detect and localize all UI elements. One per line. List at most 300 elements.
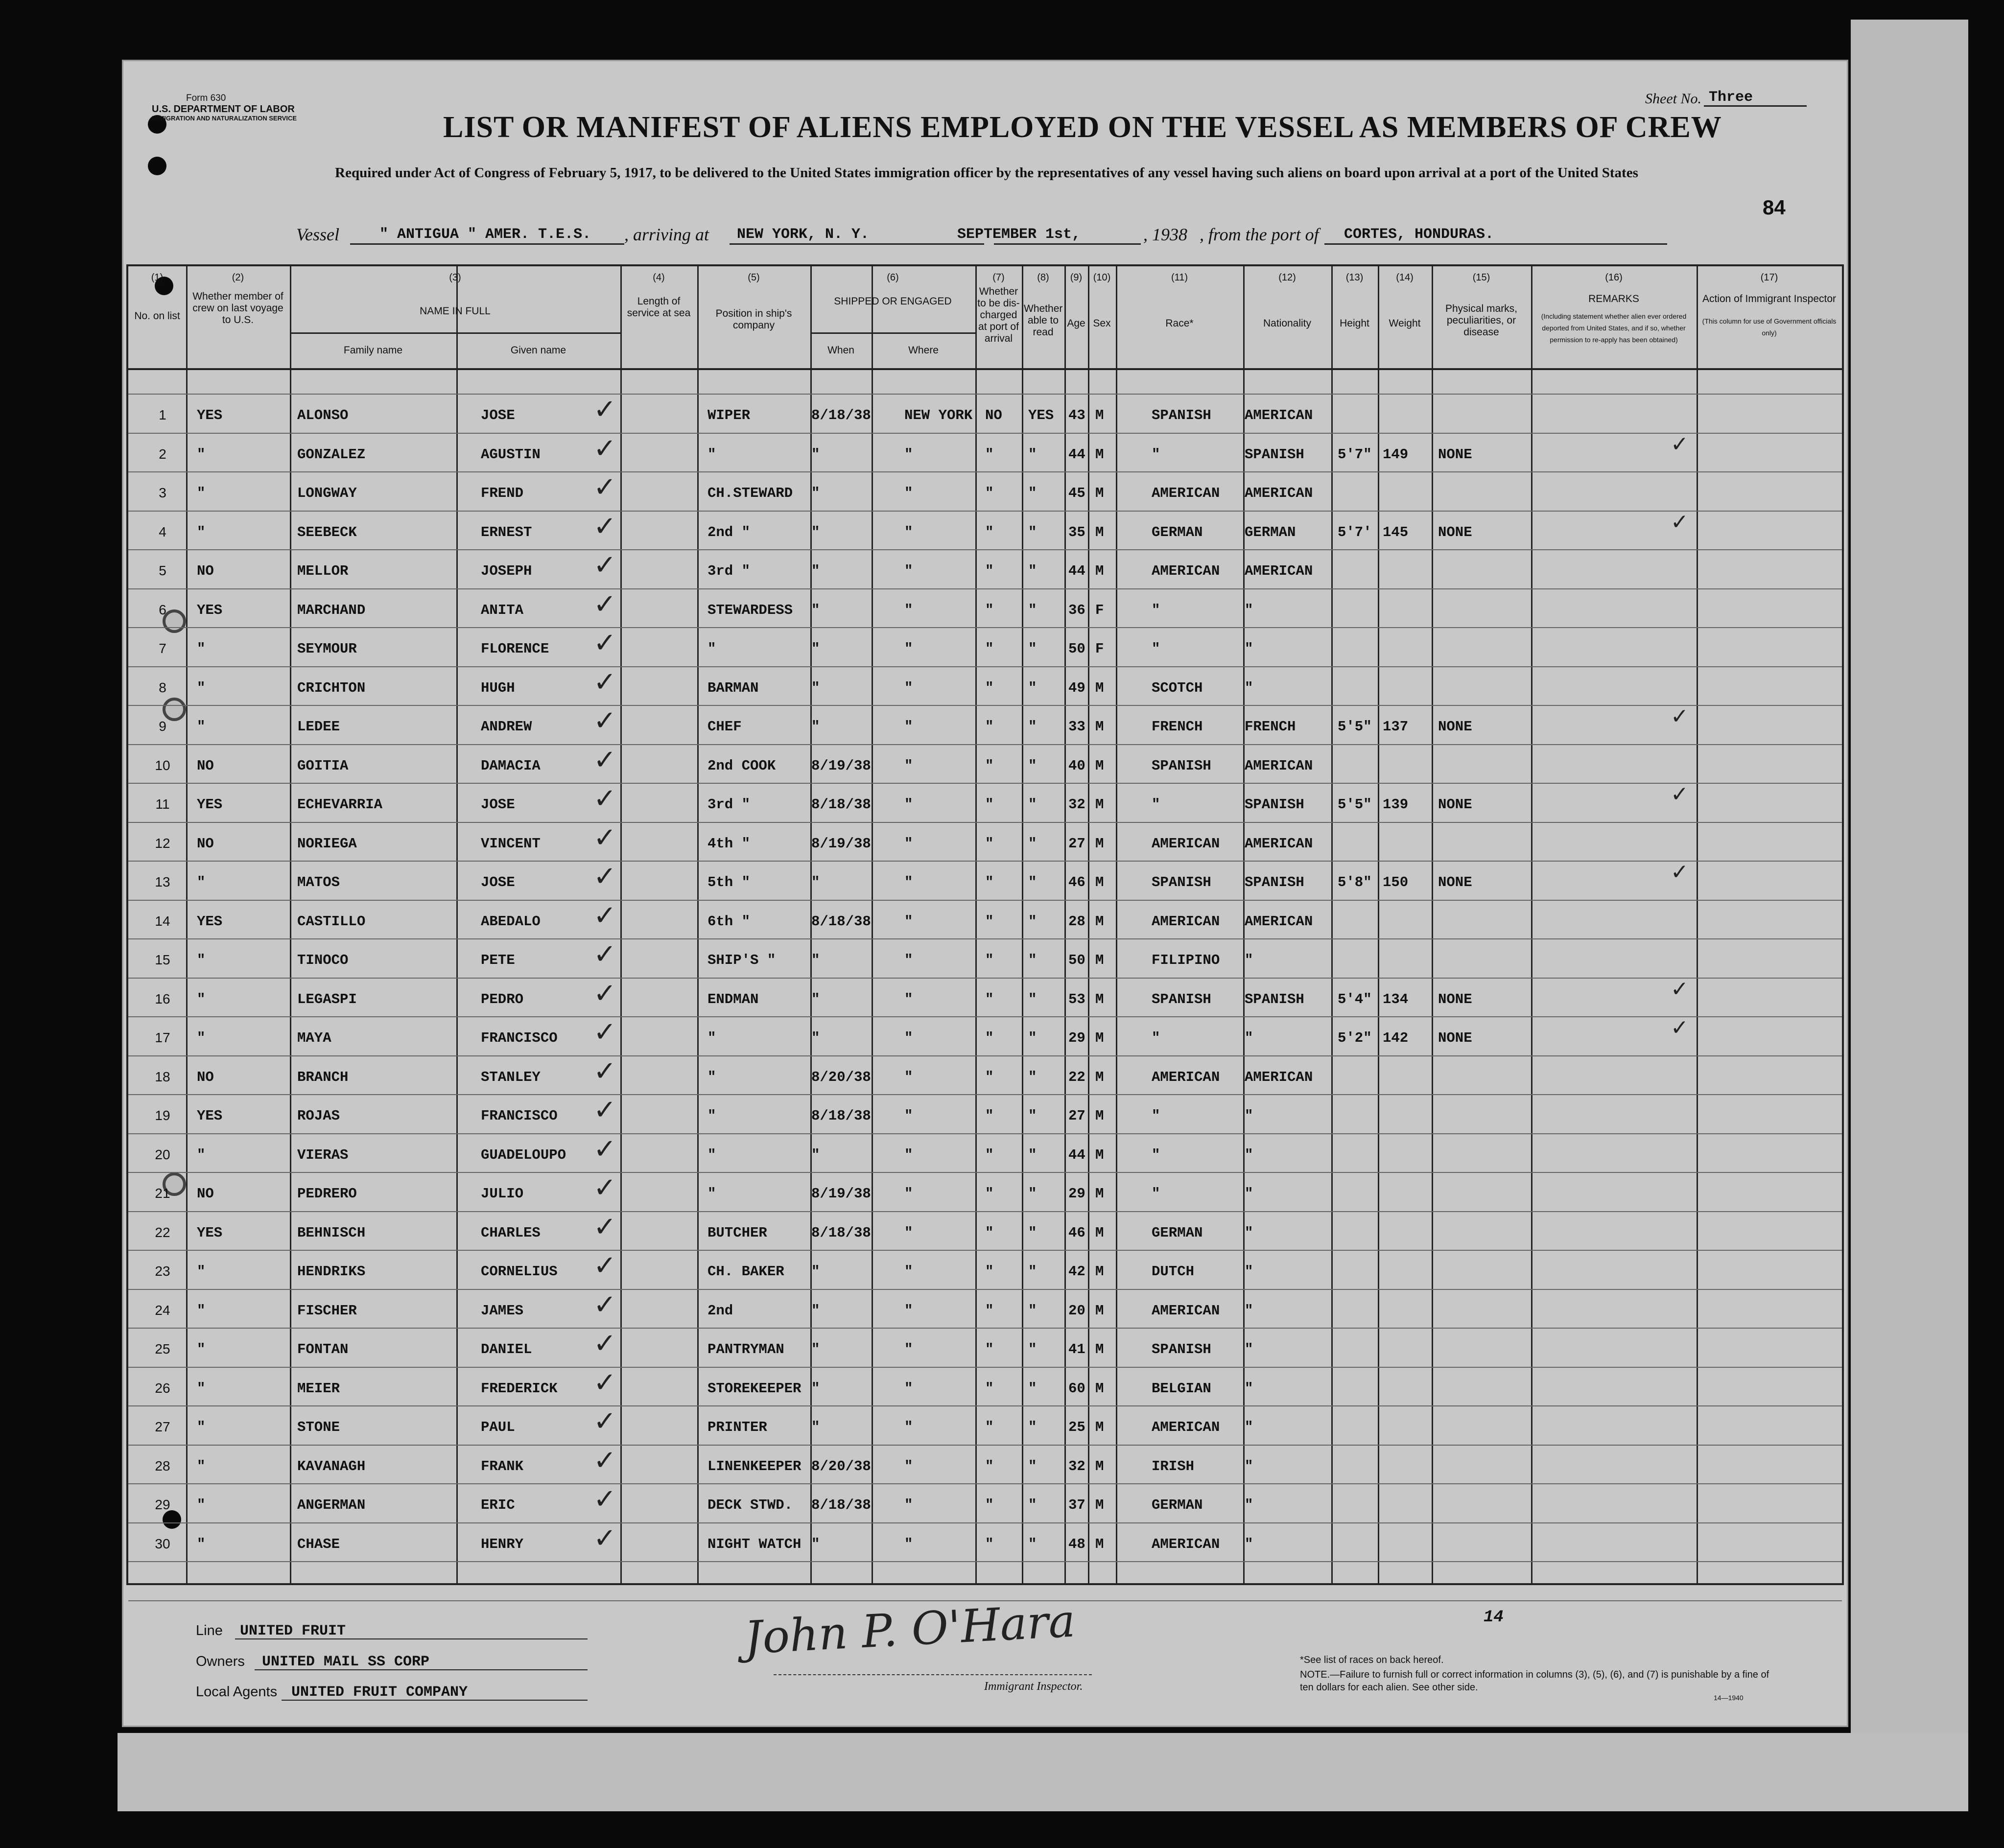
cell-age: 41 xyxy=(1068,1341,1085,1357)
column-header: REMARKS xyxy=(1588,293,1639,304)
cell-where: " xyxy=(904,485,913,501)
cell-given: CORNELIUS xyxy=(481,1263,558,1280)
cell-age: 28 xyxy=(1068,913,1085,930)
cell-no: 11 xyxy=(155,796,170,812)
cell-read: " xyxy=(1028,1108,1037,1124)
check-mark-icon: ✓ xyxy=(593,1133,616,1165)
table-row xyxy=(128,1172,1842,1205)
column-number: (10) xyxy=(1093,272,1111,283)
remarks-tick-icon: ✓ xyxy=(1671,431,1689,457)
remarks-tick-icon: ✓ xyxy=(1671,860,1689,885)
cell-disch: " xyxy=(985,1380,994,1397)
table-row xyxy=(128,1094,1842,1127)
cell-when: 8/18/38 xyxy=(811,913,871,930)
cell-where: " xyxy=(904,1341,913,1357)
cell-given: FLORENCE xyxy=(481,641,549,657)
cell-race: AMERICAN xyxy=(1152,1069,1220,1085)
cell-read: " xyxy=(1028,446,1037,463)
column-header: Sex xyxy=(1093,318,1111,329)
table-row xyxy=(128,821,1842,855)
where-header: Where xyxy=(908,345,939,356)
arrival-year: , 1938 xyxy=(1143,225,1187,244)
cell-height: 5'8" xyxy=(1338,874,1372,890)
cell-where: " xyxy=(904,719,913,735)
cell-read: " xyxy=(1028,1497,1037,1513)
cell-family: ALONSO xyxy=(297,407,349,423)
cell-given: JOSE xyxy=(481,407,515,423)
cell-nat: SPANISH xyxy=(1245,874,1304,890)
cell-when: " xyxy=(811,1536,820,1552)
cell-position: STOREKEEPER xyxy=(707,1380,802,1397)
table-row xyxy=(128,1405,1842,1439)
cell-last: NO xyxy=(197,757,214,774)
cell-no: 22 xyxy=(155,1224,170,1240)
column-number: (11) xyxy=(1171,272,1188,283)
cell-last: NO xyxy=(197,563,214,579)
cell-family: ANGERMAN xyxy=(297,1497,366,1513)
cell-age: 48 xyxy=(1068,1536,1085,1552)
cell-position: DECK STWD. xyxy=(707,1497,793,1513)
cell-position: " xyxy=(707,1069,716,1085)
from-port-underline xyxy=(1324,243,1667,245)
row-rule xyxy=(128,1522,1842,1523)
cell-race: AMERICAN xyxy=(1152,1302,1220,1319)
cell-no: 2 xyxy=(159,446,166,462)
cell-age: 37 xyxy=(1068,1497,1085,1513)
cell-no: 3 xyxy=(159,485,166,500)
cell-given: ERNEST xyxy=(481,524,532,540)
cell-last: " xyxy=(197,485,206,501)
cell-position: NIGHT WATCH xyxy=(707,1536,802,1552)
cell-sex: F xyxy=(1095,641,1104,657)
cell-when: " xyxy=(811,874,820,890)
column-header: Nationality xyxy=(1263,318,1312,329)
cell-race: AMERICAN xyxy=(1152,913,1220,930)
cell-race: AMERICAN xyxy=(1152,835,1220,852)
cell-no: 5 xyxy=(159,563,166,578)
page-number: 84 xyxy=(1763,196,1786,219)
table-row xyxy=(128,1133,1842,1167)
cell-read: " xyxy=(1028,1419,1037,1435)
cell-disch: " xyxy=(985,563,994,579)
cell-when: " xyxy=(811,602,820,618)
cell-read: " xyxy=(1028,563,1037,579)
cell-position: " xyxy=(707,446,716,463)
cell-race: IRISH xyxy=(1152,1458,1195,1474)
cell-nat: FRENCH xyxy=(1245,719,1296,735)
cell-where: NEW YORK xyxy=(904,407,973,423)
cell-sex: M xyxy=(1095,1186,1104,1202)
column-number: (15) xyxy=(1472,272,1490,283)
row-rule xyxy=(128,900,1842,901)
cell-sex: M xyxy=(1095,991,1104,1007)
department-label: U.S. DEPARTMENT OF LABOR xyxy=(152,104,295,115)
cell-marks: NONE xyxy=(1438,1030,1472,1046)
cell-sex: M xyxy=(1095,874,1104,890)
row-rule xyxy=(128,1055,1842,1056)
cell-disch: " xyxy=(985,1419,994,1435)
arriving-label: , arriving at xyxy=(624,225,709,244)
cell-no: 27 xyxy=(155,1419,170,1434)
cell-sex: M xyxy=(1095,1069,1104,1085)
cell-read: " xyxy=(1028,1069,1037,1085)
cell-given: FRANCISCO xyxy=(481,1108,558,1124)
cell-position: 4th " xyxy=(707,835,751,852)
cell-given: PEDRO xyxy=(481,991,524,1007)
cell-read: " xyxy=(1028,719,1037,735)
cell-nat: " xyxy=(1245,1380,1253,1397)
cell-position: 2nd xyxy=(707,1302,733,1319)
cell-age: 25 xyxy=(1068,1419,1085,1435)
cell-position: STEWARDESS xyxy=(707,602,793,618)
cell-nat: SPANISH xyxy=(1245,446,1304,463)
service-label: IMMIGRATION AND NATURALIZATION SERVICE xyxy=(152,115,297,122)
cell-given: PETE xyxy=(481,952,515,968)
cell-family: FONTAN xyxy=(297,1341,349,1357)
cell-sex: M xyxy=(1095,485,1104,501)
cell-last: " xyxy=(197,719,206,735)
cell-race: " xyxy=(1152,1030,1160,1046)
column-number: (14) xyxy=(1396,272,1414,283)
cell-no: 12 xyxy=(155,835,170,851)
cell-no: 8 xyxy=(159,679,166,695)
table-row xyxy=(128,704,1842,738)
column-header: Whether able to read xyxy=(1024,303,1063,338)
cell-disch: " xyxy=(985,757,994,774)
cell-disch: " xyxy=(985,1497,994,1513)
cell-race: AMERICAN xyxy=(1152,1536,1220,1552)
table-row xyxy=(128,1015,1842,1050)
cell-last: YES xyxy=(197,796,223,813)
signature-underline xyxy=(774,1674,1092,1675)
cell-disch: " xyxy=(985,952,994,968)
form-code: 14—1940 xyxy=(1714,1694,1744,1702)
check-mark-icon: ✓ xyxy=(593,1250,616,1282)
cell-disch: " xyxy=(985,524,994,540)
cell-sex: F xyxy=(1095,602,1104,618)
column-header: Whether to be dis-charged at port of arrival xyxy=(977,286,1020,344)
cell-last: " xyxy=(197,641,206,657)
cell-when: 8/19/38 xyxy=(811,835,871,852)
cell-position: CHEF xyxy=(707,719,742,735)
cell-no: 4 xyxy=(159,524,166,539)
cell-family: LEGASPI xyxy=(297,991,357,1007)
table-row xyxy=(128,549,1842,583)
table-row xyxy=(128,1522,1842,1556)
cell-given: JOSE xyxy=(481,874,515,890)
check-mark-icon: ✓ xyxy=(593,1522,616,1554)
cell-family: STONE xyxy=(297,1419,340,1435)
cell-where: " xyxy=(904,524,913,540)
arrival-date: SEPTEMBER 1st, xyxy=(957,226,1081,243)
date-underline xyxy=(994,243,1141,245)
cell-nat: AMERICAN xyxy=(1245,913,1313,930)
cell-sex: M xyxy=(1095,1341,1104,1357)
cell-age: 50 xyxy=(1068,641,1085,657)
cell-where: " xyxy=(904,1458,913,1474)
cell-read: " xyxy=(1028,913,1037,930)
cell-where: " xyxy=(904,1186,913,1202)
cell-nat: AMERICAN xyxy=(1245,485,1313,501)
cell-sex: M xyxy=(1095,1497,1104,1513)
column-number: (8) xyxy=(1037,272,1049,283)
cell-last: NO xyxy=(197,1186,214,1202)
requirement-text: Required under Act of Congress of February 5, 1917, to be delivered to the United States immigration officer by the representatives of any vessel having such aliens on board upon arrival at a port of the United States xyxy=(335,165,1638,181)
cell-when: " xyxy=(811,524,820,540)
cell-age: 32 xyxy=(1068,1458,1085,1474)
cell-where: " xyxy=(904,952,913,968)
table-row xyxy=(128,1328,1842,1361)
cell-when: 8/18/38 xyxy=(811,1108,871,1124)
cell-sex: M xyxy=(1095,757,1104,774)
cell-when: 8/19/38 xyxy=(811,1186,871,1202)
cell-no: 10 xyxy=(155,757,170,773)
cell-last: " xyxy=(197,1458,206,1474)
row-rule xyxy=(128,1483,1842,1484)
cell-when: 8/20/38 xyxy=(811,1069,871,1085)
form-number: Form 630 xyxy=(186,93,226,103)
cell-given: VINCENT xyxy=(481,835,541,852)
underlying-sheet xyxy=(1851,20,1968,1782)
cell-nat: GERMAN xyxy=(1245,524,1296,540)
cell-position: ENDMAN xyxy=(707,991,759,1007)
cell-nat: " xyxy=(1245,679,1253,696)
cell-read: " xyxy=(1028,602,1037,618)
remarks-tick-icon: ✓ xyxy=(1671,1015,1689,1040)
cell-read: " xyxy=(1028,952,1037,968)
cell-sex: M xyxy=(1095,1263,1104,1280)
cell-disch: " xyxy=(985,679,994,696)
header-bottom-rule xyxy=(128,368,1842,370)
cell-given: JULIO xyxy=(481,1186,524,1202)
cell-read: " xyxy=(1028,485,1037,501)
cell-race: " xyxy=(1152,446,1160,463)
cell-age: 27 xyxy=(1068,1108,1085,1124)
cell-age: 46 xyxy=(1068,1224,1085,1241)
cell-age: 36 xyxy=(1068,602,1085,618)
cell-age: 35 xyxy=(1068,524,1085,540)
remarks-tick-icon: ✓ xyxy=(1671,782,1689,807)
cell-given: DAMACIA xyxy=(481,757,541,774)
row-rule xyxy=(128,1289,1842,1290)
cell-age: 60 xyxy=(1068,1380,1085,1397)
cell-age: 46 xyxy=(1068,874,1085,890)
cell-last: " xyxy=(197,446,206,463)
cell-disch: " xyxy=(985,874,994,890)
cell-family: MELLOR xyxy=(297,563,349,579)
cell-read: " xyxy=(1028,641,1037,657)
check-mark-icon: ✓ xyxy=(593,1366,616,1399)
cell-position: PRINTER xyxy=(707,1419,767,1435)
cell-age: 29 xyxy=(1068,1030,1085,1046)
check-mark-icon: ✓ xyxy=(593,705,616,737)
table-row xyxy=(128,1055,1842,1089)
check-mark-icon: ✓ xyxy=(593,588,616,620)
inspector-label: Immigrant Inspector. xyxy=(984,1680,1083,1693)
cell-where: " xyxy=(904,874,913,890)
vessel-name: " ANTIGUA " AMER. T.E.S. xyxy=(379,226,591,243)
check-mark-icon: ✓ xyxy=(593,1094,616,1126)
cell-nat: " xyxy=(1245,1458,1253,1474)
cell-weight: 142 xyxy=(1383,1030,1409,1046)
remarks-tick-icon: ✓ xyxy=(1671,704,1689,729)
cell-age: 27 xyxy=(1068,835,1085,852)
cell-nat: " xyxy=(1245,1419,1253,1435)
cell-sex: M xyxy=(1095,524,1104,540)
cell-given: PAUL xyxy=(481,1419,515,1435)
cell-read: YES xyxy=(1028,407,1054,423)
arriving-underline xyxy=(730,243,984,245)
cell-race: FILIPINO xyxy=(1152,952,1220,968)
cell-marks: NONE xyxy=(1438,796,1472,813)
cell-family: FISCHER xyxy=(297,1302,357,1319)
cell-family: LONGWAY xyxy=(297,485,357,501)
cell-sex: M xyxy=(1095,1146,1104,1163)
column-header: Length of service at sea xyxy=(627,296,691,319)
cell-disch: " xyxy=(985,835,994,852)
cell-when: " xyxy=(811,952,820,968)
cell-position: SHIP'S " xyxy=(707,952,776,968)
cell-nat: AMERICAN xyxy=(1245,563,1313,579)
cell-disch: " xyxy=(985,991,994,1007)
cell-when: " xyxy=(811,991,820,1007)
cell-given: FREND xyxy=(481,485,524,501)
cell-read: " xyxy=(1028,679,1037,696)
row-rule xyxy=(128,1561,1842,1562)
vessel-label: Vessel xyxy=(296,225,339,244)
cell-no: 21 xyxy=(155,1186,170,1201)
cell-position: LINENKEEPER xyxy=(707,1458,802,1474)
cell-race: AMERICAN xyxy=(1152,1419,1220,1435)
cell-age: 44 xyxy=(1068,563,1085,579)
cell-sex: M xyxy=(1095,1458,1104,1474)
cell-nat: " xyxy=(1245,1497,1253,1513)
cell-sex: M xyxy=(1095,1108,1104,1124)
cell-position: PANTRYMAN xyxy=(707,1341,784,1357)
table-row xyxy=(128,1444,1842,1478)
table-row xyxy=(128,471,1842,505)
cell-race: " xyxy=(1152,602,1160,618)
cell-position: " xyxy=(707,641,716,657)
cell-read: " xyxy=(1028,1458,1037,1474)
row-rule xyxy=(128,861,1842,862)
row-rule xyxy=(128,1367,1842,1368)
check-mark-icon: ✓ xyxy=(593,744,616,776)
row-rule xyxy=(128,1445,1842,1446)
cell-position: 2nd " xyxy=(707,524,751,540)
cell-weight: 134 xyxy=(1383,991,1409,1007)
cell-read: " xyxy=(1028,835,1037,852)
cell-position: CH. BAKER xyxy=(707,1263,784,1280)
column-header: Whether member of crew on last voyage to U.S. xyxy=(192,291,283,326)
cell-position: " xyxy=(707,1108,716,1124)
cell-when: " xyxy=(811,719,820,735)
cell-family: GONZALEZ xyxy=(297,446,366,463)
cell-race: GERMAN xyxy=(1152,524,1203,540)
cell-family: LEDEE xyxy=(297,719,340,735)
cell-sex: M xyxy=(1095,679,1104,696)
cell-where: " xyxy=(904,1419,913,1435)
cell-where: " xyxy=(904,1108,913,1124)
cell-sex: M xyxy=(1095,446,1104,463)
cell-where: " xyxy=(904,1497,913,1513)
cell-age: 50 xyxy=(1068,952,1085,968)
binder-hole xyxy=(148,157,166,175)
cell-nat: " xyxy=(1245,1186,1253,1202)
cell-family: HENDRIKS xyxy=(297,1263,366,1280)
cell-given: CHARLES xyxy=(481,1224,541,1241)
cell-disch: " xyxy=(985,1263,994,1280)
column-number: (16) xyxy=(1605,272,1623,283)
cell-position: BARMAN xyxy=(707,679,759,696)
cell-age: 42 xyxy=(1068,1263,1085,1280)
cell-family: SEYMOUR xyxy=(297,641,357,657)
cell-nat: AMERICAN xyxy=(1245,407,1313,423)
cell-last: " xyxy=(197,679,206,696)
cell-given: AGUSTIN xyxy=(481,446,541,463)
cell-read: " xyxy=(1028,524,1037,540)
column-number: (17) xyxy=(1760,272,1778,283)
cell-where: " xyxy=(904,1224,913,1241)
cell-given: GUADELOUPO xyxy=(481,1146,566,1163)
action-subheader: (This column for use of Government officials only) xyxy=(1702,317,1837,337)
check-mark-icon: ✓ xyxy=(593,899,616,932)
cell-no: 28 xyxy=(155,1458,170,1474)
cell-family: BEHNISCH xyxy=(297,1224,366,1241)
row-rule xyxy=(128,744,1842,745)
cell-where: " xyxy=(904,835,913,852)
cell-no: 18 xyxy=(155,1069,170,1084)
cell-age: 49 xyxy=(1068,679,1085,696)
cell-sex: M xyxy=(1095,1030,1104,1046)
fine-note: NOTE.—Failure to furnish full or correct information in columns (3), (5), (6), and (7) is punishable by a fine of ten dollars for each alien. See other side. xyxy=(1300,1669,1769,1693)
shipped-subheader-rule xyxy=(810,332,975,334)
row-rule xyxy=(128,978,1842,979)
row-rule xyxy=(128,549,1842,550)
cell-sex: M xyxy=(1095,796,1104,813)
cell-position: 3rd " xyxy=(707,563,751,579)
cell-last: " xyxy=(197,1497,206,1513)
cell-family: MEIER xyxy=(297,1380,340,1397)
check-mark-icon: ✓ xyxy=(593,471,616,503)
cell-given: FRANCISCO xyxy=(481,1030,558,1046)
cell-no: 6 xyxy=(159,602,166,617)
column-number: (5) xyxy=(748,272,760,283)
cell-position: " xyxy=(707,1146,716,1163)
column-header: Position in ship's company xyxy=(715,308,792,331)
cell-last: " xyxy=(197,874,206,890)
cell-disch: " xyxy=(985,1146,994,1163)
cell-when: " xyxy=(811,1302,820,1319)
cell-when: 8/19/38 xyxy=(811,757,871,774)
cell-height: 5'4" xyxy=(1338,991,1372,1007)
table-row xyxy=(128,431,1842,466)
cell-race: SPANISH xyxy=(1152,991,1211,1007)
cell-family: GOITIA xyxy=(297,757,349,774)
cell-when: " xyxy=(811,1146,820,1163)
cell-position: 5th " xyxy=(707,874,751,890)
cell-no: 15 xyxy=(155,952,170,967)
check-mark-icon: ✓ xyxy=(593,1483,616,1515)
column-header: Age xyxy=(1067,318,1085,329)
cell-weight: 139 xyxy=(1383,796,1409,813)
column-header: SHIPPED OR ENGAGED xyxy=(834,296,952,307)
cell-family: NORIEGA xyxy=(297,835,357,852)
cell-read: " xyxy=(1028,757,1037,774)
cell-when: " xyxy=(811,1263,820,1280)
check-mark-icon: ✓ xyxy=(593,821,616,854)
cell-when: " xyxy=(811,1419,820,1435)
